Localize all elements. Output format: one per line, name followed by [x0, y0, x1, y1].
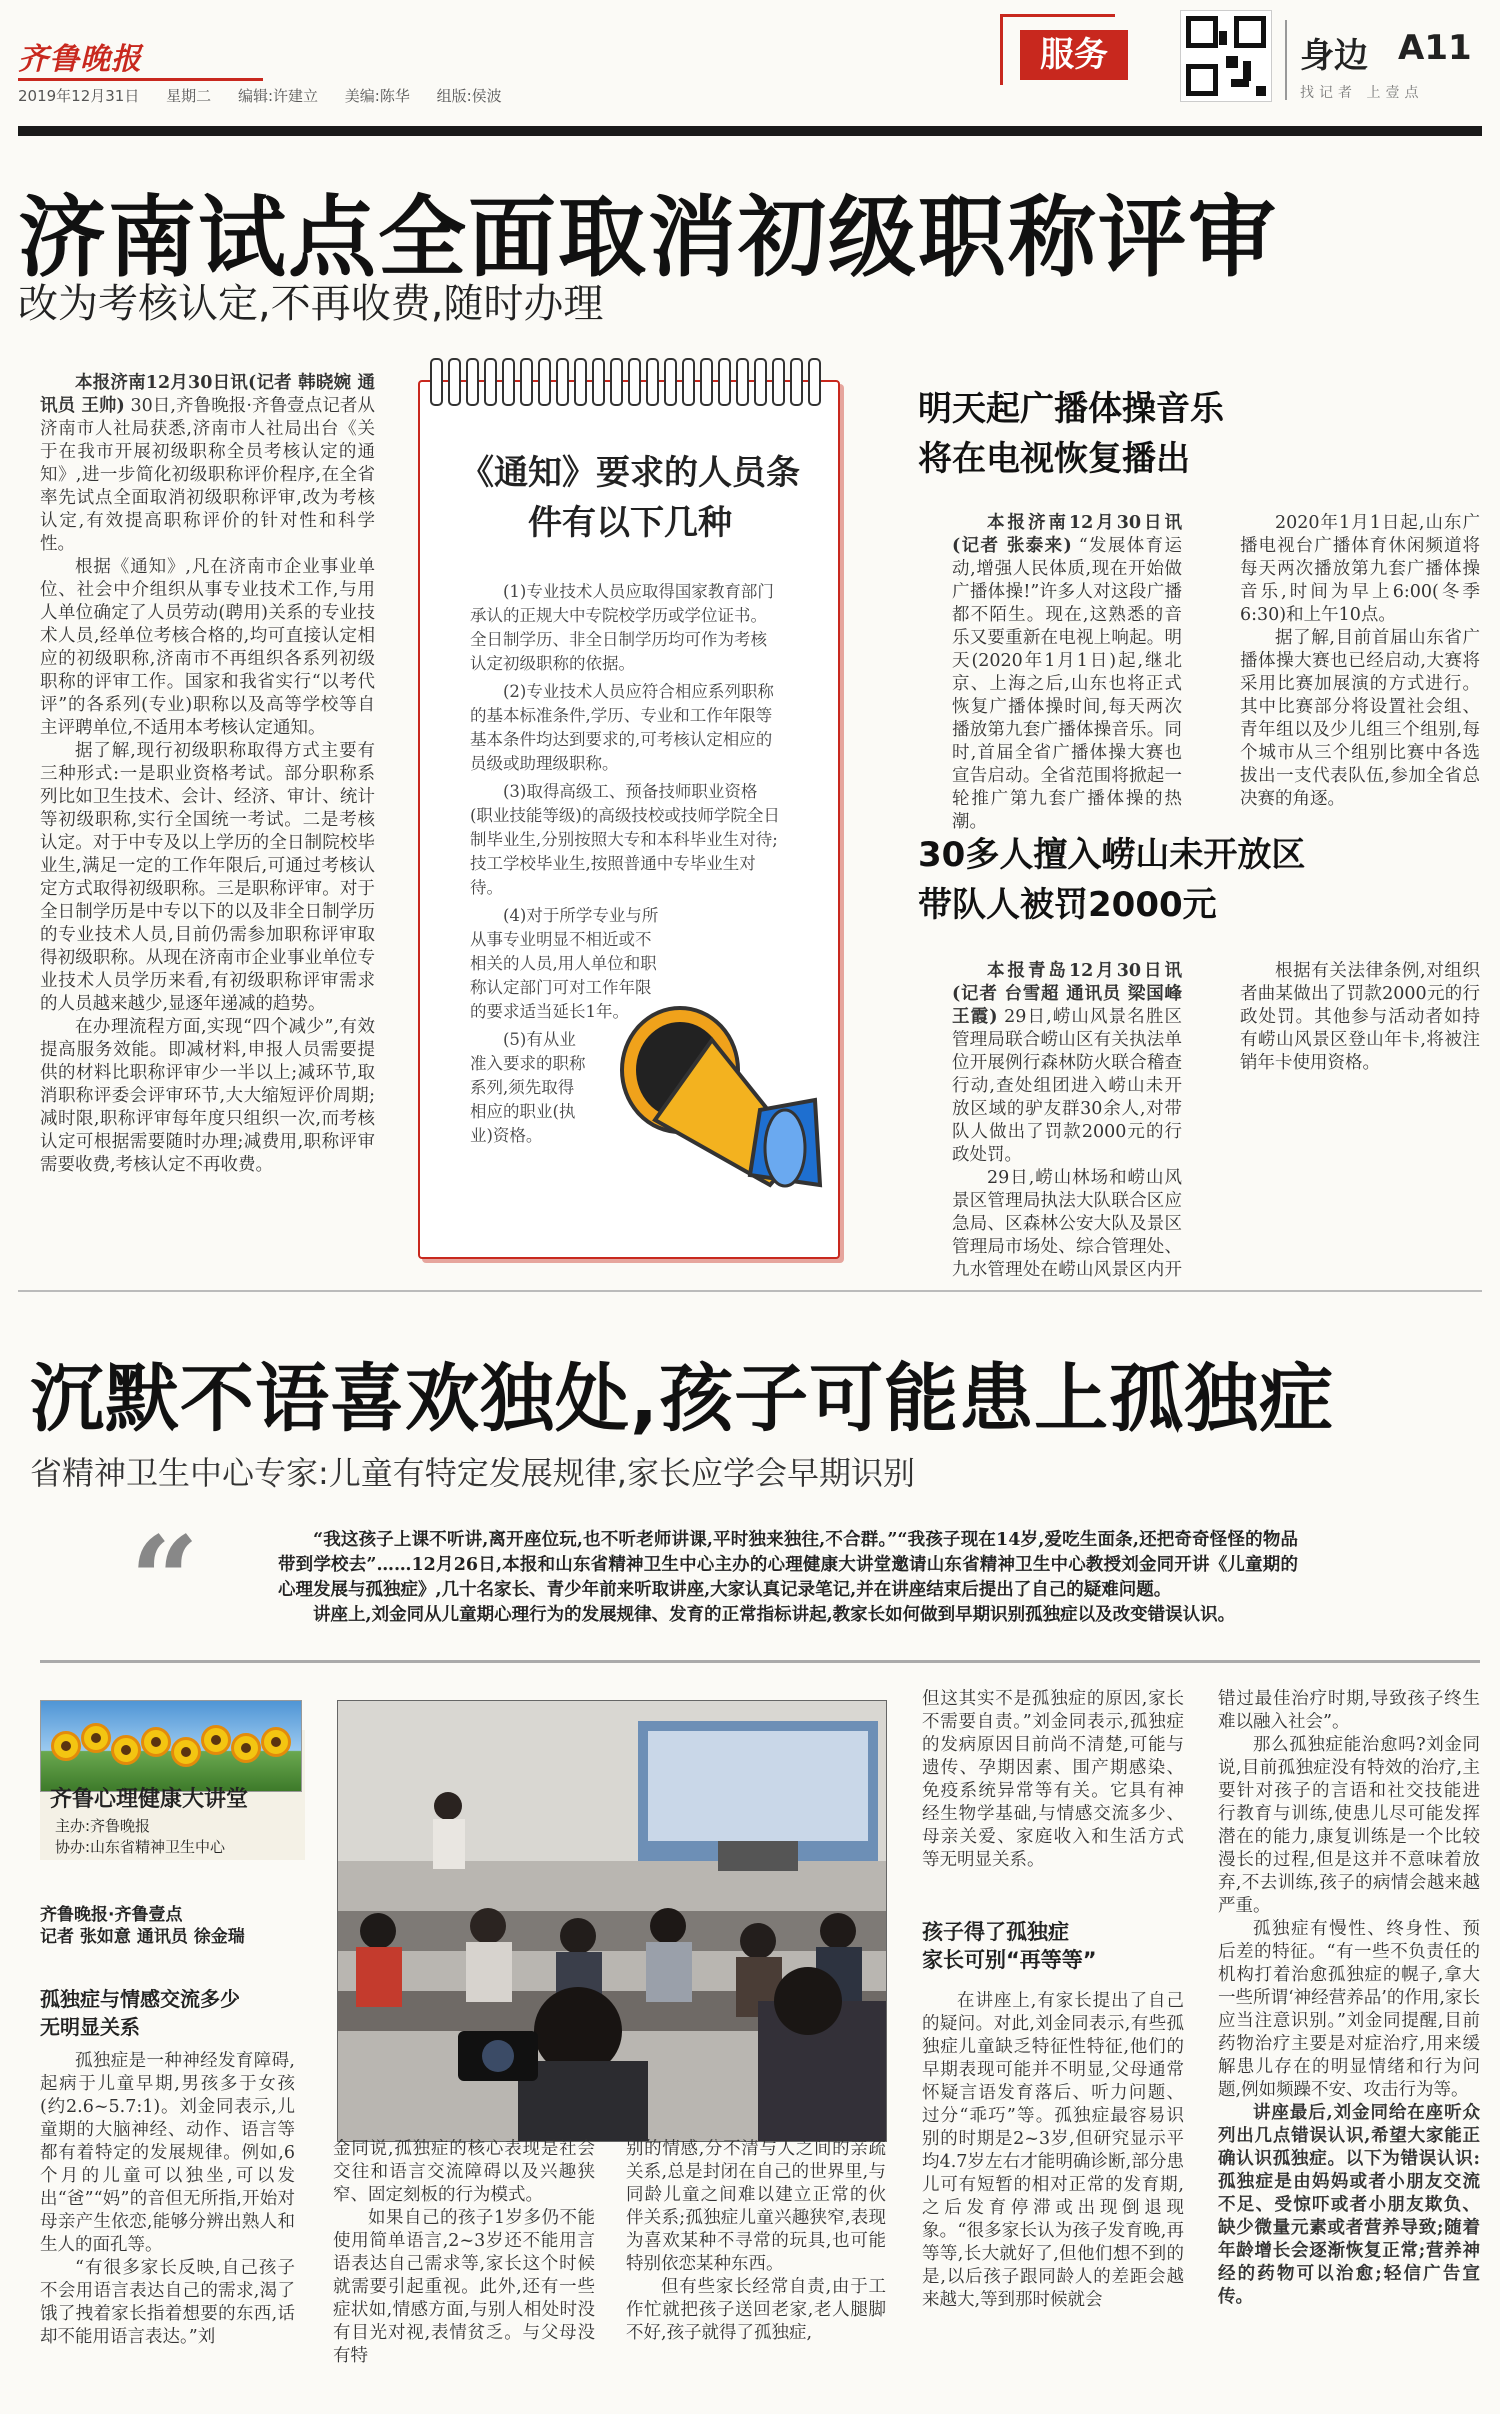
paragraph: 根据有关法律条例,对组织者曲某做出了罚款2000元的行政处罚。其他参与活动者如持有崂山风景区登山年卡,将被注销年卡使用资格。 [1240, 961, 1480, 1073]
layout-credit: 组版:侯波 [436, 87, 502, 105]
section-name: 身边 [1300, 36, 1368, 76]
paragraph: “我这孩子上课不听讲,离开座位玩,也不听老师讲课,平时独来独往,不合群。”“我孩子现在14岁,爱吃生面条,还把奇奇怪怪的物品带到学校去”……12月26日,本报和山东省精神卫生中心主办的心理健康大讲堂邀请山东省精神卫生中心教授刘金同开讲《儿童期的心理发展与孤独症》,几十名家长、青少年前来听取讲座,大家认真记录笔记,并在讲座结束后提出了自己的疑难问题。 [278, 1530, 1298, 1600]
lecture-host: 主办:齐鲁晚报 [55, 1817, 151, 1835]
paragraph: 29日,崂山林场和崂山风景区管理局执法大队联合区应急局、区森林公安大队及景区管理局市场处、综合管理处、九水管理处在崂山风景区内开 [952, 1168, 1182, 1280]
subheading-line: 无明显关系 [40, 2015, 140, 2039]
paragraph: 据了解,目前首届山东省广播体操大赛也已经启动,大赛将采用比赛加展演的方式进行。其中比赛部分将设置社会组、青年组以及少儿组三个组别,每个城市从三个组别比赛中各选拔出一支代表队伍,参加全省总决赛的角逐。 [1240, 628, 1480, 809]
headline-line: 明天起广播体操音乐 [918, 389, 1224, 429]
lecture-series-title: 齐鲁心理健康大讲堂 [50, 1787, 249, 1812]
headline-autism-subhead: 省精神卫生中心专家:儿童有特定发展规律,家长应学会早期识别 [30, 1454, 915, 1492]
paragraph: 但有些家长经常自责,由于工作忙就把孩子送回老家,老人腿脚不好,孩子就得了孤独症, [626, 2277, 886, 2343]
issue-date: 2019年12月31日 [18, 87, 140, 105]
byline: 本报济南12月30日讯(记者 韩晓婉 通讯员 王帅) [40, 373, 375, 416]
subheading-line: 孤独症与情感交流多少 [40, 1987, 240, 2011]
article-autism-col6 [1218, 1688, 1480, 2309]
qr-code-icon[interactable] [1180, 10, 1272, 102]
subheading-line: 孩子得了孤独症 [922, 1920, 1069, 1944]
paragraph: 在讲座上,有家长提出了自己的疑问。对此,刘金同表示,有些孤独症儿童缺乏特征性特征,他们的早期表现可能并不明显,父母通常怀疑言语发育落后、听力问题、过分“乖巧”等。孤独症最容易识别的时期是2~3岁,但研究显示平均4.7岁左右才能明确诊断,部分患儿可有短暂的相对正常的发育期,之后发育停滞或出现倒退现象。“很多家长认为孩子发育晚,再等等,长大就好了,但他们想不到的是,以后孩子跟同龄人的差距会越来越大,等到那时候就会 [922, 1991, 1184, 2310]
headline-title-reform: 济南试点全面取消初级职称评审 [18, 186, 1279, 289]
credits-reporters: 记者 张如意 通讯员 徐金瑞 [40, 1927, 245, 1947]
paragraph: “有很多家长反映,自己孩子不会用语言表达自己的需求,渴了饿了拽着家长指着想要的东西,话却不能用语言表达。”刘 [40, 2258, 295, 2347]
paragraph: 错过最佳治疗时期,导致孩子终生难以融入社会”。 [1218, 1689, 1480, 1732]
paragraph: 金同说,孤独症的核心表现是社会交往和语言交流障碍以及兴趣狭窄、固定刻板的行为模式。 [333, 2139, 595, 2205]
paragraph: 孤独症有慢性、终身性、预后差的特征。“有一些不负责任的机构打着治愈孤独症的幌子,拿大一些所谓‘神经营养品’的作用,家长应当注意识别。”刘金同提醒,目前药物治疗主要是对症治疗,用来缓解患儿存在的明显情绪和行为问题,例如频躁不安、攻击行为等。 [1218, 1919, 1480, 2100]
section-divider [18, 1290, 1482, 1292]
paragraph: 在办理流程方面,实现“四个减少”,有效提高服务效能。即减材料,申报人员需要提供的材料比职称评审少一半以上;减环节,取消职称评委会评审环节,大大缩短评价周期;减时限,职称评审每年度只组织一次,而考核认定可根据需要随时办理;减费用,职称评审需要收费,考核认定不再收费。 [40, 1017, 375, 1175]
subheading [40, 1985, 240, 2041]
section-tag: 服务 [1020, 30, 1128, 80]
paragraph: 孤独症是一种神经发育障碍,起病于儿童早期,男孩多于女孩(约2.6~5.7:1)。刘金同表示,儿童期的大脑神经、动作、语言等都有着特定的发展规律。例如,6个月的儿童可以独坐,可以发出“爸”“妈”的音但无所指,开始对母亲产生依恋,能够分辨出熟人和生人的面孔等。 [40, 2051, 295, 2255]
sidebar-title: 《通知》要求的人员条件有以下几种 [460, 453, 800, 543]
paragraph: 讲座最后,刘金同给在座听众列出几点错误认识,希望大家能正确认识孤独症。以下为错误认识:孤独症是由妈妈或者小朋友交流不足、受惊吓或者小朋友欺负、缺少微量元素或者营养导致;随着年龄增长会逐渐恢复正常;营养神经的药物可以治愈;轻信广告宣传。 [1218, 2103, 1480, 2307]
headline-exercise-music [918, 384, 1224, 484]
article-exercise-music-col1 [952, 512, 1182, 834]
quote-mark-icon: “ [130, 1510, 200, 1651]
headline-autism: 沉默不语喜欢独处,孩子可能患上孤独症 [30, 1356, 1335, 1442]
paragraph: 但这其实不是孤独症的原因,家长不需要自责。”刘金同表示,孤独症的发病原因目前尚不清楚,可能与遗传、孕期因素、围产期感染、免疫系统异常等有关。它具有神经生物学基础,与情感交流多少、母亲关爱、家庭收入和生活方式等无明显关系。 [922, 1689, 1184, 1870]
reporter-hotline: 找记者 上壹点 [1300, 85, 1424, 101]
editor-credit: 编辑:许建立 [237, 87, 318, 105]
paragraph: 根据《通知》,凡在济南市企业事业单位、社会中介组织从事专业技术工作,与用人单位确定了人员劳动(聘用)关系的专业技术人员,经单位考核合格的,均可直接认定相应的初级职称,济南市不再组织各系列初级职称的评审工作。国家和我省实行“以考代评”的各系列(专业)职称以及高等学校等自主评聘单位,不适用本考核认定通知。 [40, 557, 375, 738]
article-laoshan-col1 [952, 960, 1182, 1282]
subheading-line: 家长可别“再等等” [922, 1948, 1097, 1972]
list-item: (3)取得高级工、预备技师职业资格(职业技能等级)的高级技校或技师学院全日制毕业生,分别按照大专和本科毕业生对待;技工学校毕业生,按照普通中专毕业生对待。 [470, 782, 780, 897]
paragraph: 30日,齐鲁晚报·齐鲁壹点记者从济南市人社局获悉,济南市人社局出台《关于在我市开展初级职称全员考核认定的通知》,进一步简化初级职称评价程序,在全省率先试点全面取消初级职称评审,改为考核认定,有效提高职称评价的针对性和科学性。 [40, 396, 375, 554]
issue-meta [18, 85, 524, 106]
lecture-photo [337, 1700, 887, 2142]
paragraph: “发展体育运动,增强人民体质,现在开始做广播体操!”许多人对这段广播都不陌生。现在,这熟悉的音乐又要重新在电视上响起。明天(2020年1月1日)起,继北京、上海之后,山东也将正式恢复广播体操时间,每天两次播放第九套广播体操音乐。同时,首届全省广播体操大赛也宣告启动。全省范围将掀起一轮推广第九套广播体操的热潮。 [952, 536, 1182, 832]
lecture-co-host: 协办:山东省精神卫生中心 [55, 1838, 226, 1856]
article-autism-col3 [626, 2138, 886, 2345]
paragraph: 2020年1月1日起,山东广播电视台广播体育休闲频道将每天两次播放第九套广播体操音乐,时间为早上6:00(冬季6:30)和上午10点。 [1240, 513, 1480, 625]
article-laoshan-col2 [1240, 960, 1480, 1075]
paragraph: 29日,崂山风景名胜区管理局联合崂山区有关执法单位开展例行森林防火联合稽查行动,查处组团进入崂山未开放区域的驴友群30余人,对带队人做出了罚款2000元的行政处罚。 [952, 1007, 1182, 1165]
issue-weekday: 星期二 [166, 87, 212, 105]
byline: 本报济南12月30日讯(记者 张泰来) [952, 513, 1182, 556]
byline: 本报青岛12月30日讯(记者 台雪超 通讯员 梁国峰 王霞) [952, 961, 1182, 1027]
header-rule [18, 126, 1482, 136]
subheading [922, 1918, 1097, 1974]
lead-divider [40, 1660, 1480, 1663]
list-item: (4)对于所学专业与所从事专业明显不相近或不相关的人员,用人单位和职称认定部门可对工作年限的要求适当延长1年。 [470, 906, 659, 1021]
newspaper-logo: 齐鲁晚报 [18, 42, 142, 77]
sunflower-banner-image [40, 1700, 302, 1792]
logo-underline [18, 78, 263, 81]
megaphone-icon [600, 1000, 830, 1210]
article-autism-col1 [40, 2050, 295, 2349]
headline-line: 将在电视恢复播出 [918, 439, 1190, 479]
article-autism-col4 [922, 1688, 1184, 1872]
paragraph: 如果自己的孩子1岁多仍不能使用简单语言,2~3岁还不能用言语表达自己需求等,家长这个时候就需要引起重视。此外,还有一些症状如,情感方面,与别人相处时没有目光对视,表情贫乏。与父母没有特 [333, 2208, 595, 2366]
article-autism-col2 [333, 2138, 595, 2368]
credits-outlet: 齐鲁晚报·齐鲁壹点 [40, 1905, 183, 1925]
paragraph: 别的情感,分不清与人之间的亲疏关系,总是封闭在自己的世界里,与同龄儿童之间难以建立正常的伙伴关系;孤独症儿童兴趣狭窄,表现为喜欢某种不寻常的玩具,也可能特别依恋某种东西。 [626, 2139, 886, 2274]
paragraph: 据了解,现行初级职称取得方式主要有三种形式:一是职业资格考试。部分职称系列比如卫生技术、会计、经济、审计、统计等初级职称,实行全国统一考试。二是考核认定。对于中专及以上学历的全日制院校毕业生,满足一定的工作年限后,可通过考核认定方式取得初级职称。三是职称评审。对于全日制学历是中专以下的以及非全日制学历的专业技术人员,目前仍需参加职称评审取得初级职称。从现在济南市企业事业单位专业技术人员学历来看,有初级职称评审需求的人员越来越少,显逐年递减的趋势。 [40, 741, 375, 1014]
headline-laoshan [918, 830, 1305, 930]
paragraph: 讲座上,刘金同从儿童期心理行为的发展规律、发育的正常指标讲起,教家长如何做到早期识别孤独症以及改变错误认识。 [313, 1605, 1236, 1625]
headline-line: 30多人擅入崂山未开放区 [918, 835, 1306, 875]
header-separator [1285, 20, 1287, 100]
page-number: A11 [1398, 28, 1472, 68]
list-item: (5)有从业准入要求的职称系列,须先取得相应的职业(执业)资格。 [470, 1030, 586, 1145]
notebook-rings-icon [430, 358, 830, 406]
list-item: (2)专业技术人员应符合相应系列职称的基本标准条件,学历、专业和工作年限等基本条件均达到要求的,可考核认定相应的员级或助理级职称。 [470, 682, 774, 773]
article-exercise-music-col2 [1240, 512, 1480, 811]
headline-title-reform-subhead: 改为考核认定,不再收费,随时办理 [18, 281, 604, 327]
headline-line: 带队人被罚2000元 [918, 885, 1217, 925]
article-autism-col5 [922, 1990, 1184, 2312]
article-title-reform-body [40, 372, 375, 1177]
designer-credit: 美编:陈华 [344, 87, 410, 105]
list-item: (1)专业技术人员应取得国家教育部门承认的正规大中专院校学历或学位证书。全日制学历、非全日制学历均可作为考核认定初级职称的依据。 [470, 582, 774, 673]
article-autism-lead [278, 1528, 1298, 1628]
paragraph: 那么孤独症能治愈吗?刘金同说,目前孤独症没有特效的治疗,主要针对孩子的言语和社交技能进行教育与训练,使患儿尽可能发挥潜在的能力,康复训练是一个比较漫长的过程,但是这并不意味着放弃,不去训练,孩子的病情会越来越严重。 [1218, 1735, 1480, 1916]
